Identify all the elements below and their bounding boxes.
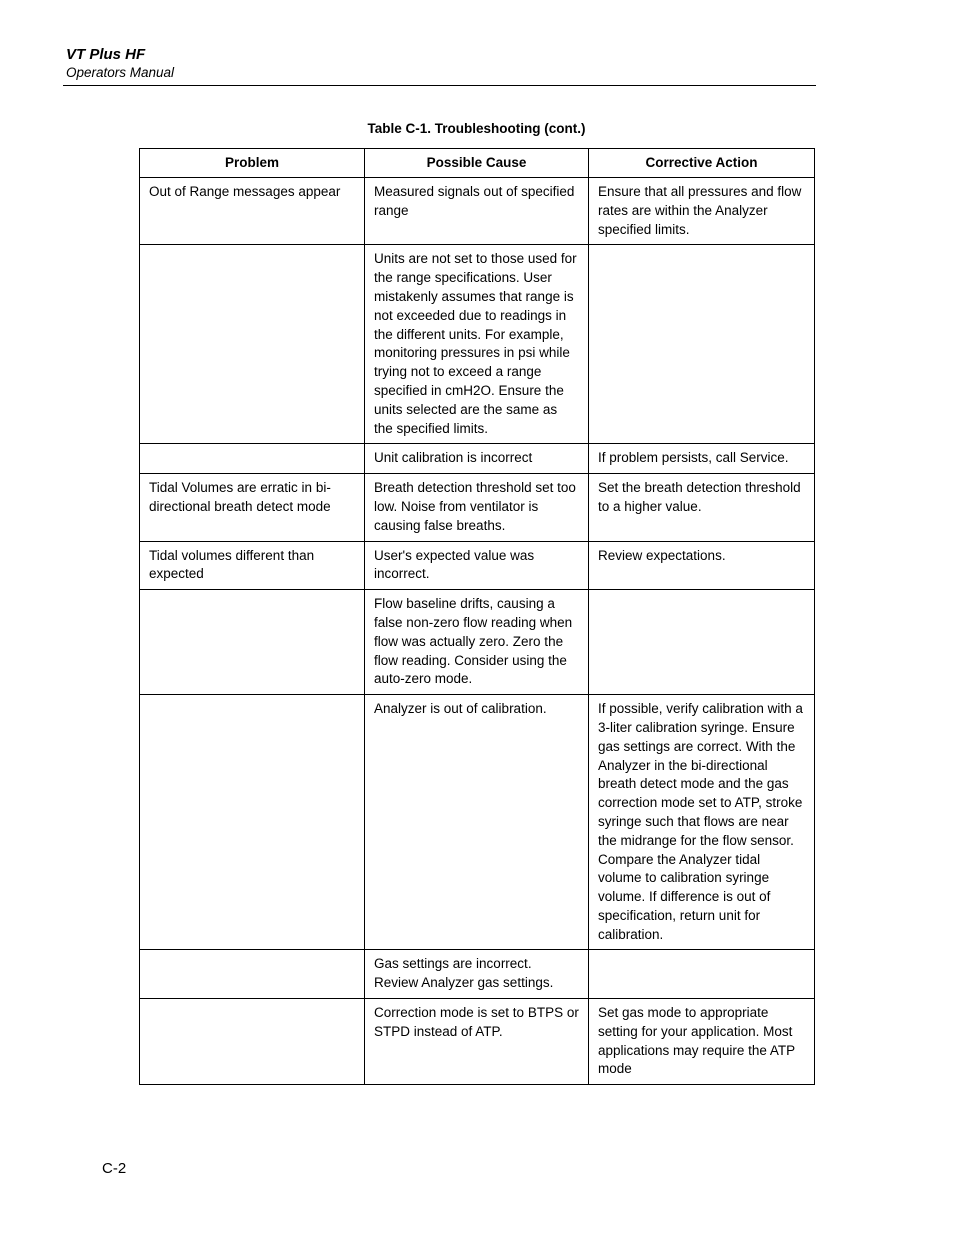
table-row (140, 245, 815, 444)
table-caption: Table C-1. Troubleshooting (cont.) (367, 121, 586, 136)
cause-cell: Flow baseline drifts, causing a false non-zero flow reading when flow was actually zero. Zero the flow reading. Consider using the auto-zero mode. (365, 590, 589, 695)
table-row (140, 444, 815, 474)
action-cell (589, 950, 815, 999)
document-title: VT Plus HF (66, 46, 146, 63)
table-row (140, 474, 815, 541)
column-header-corrective-action: Corrective Action (589, 149, 815, 178)
header-divider (63, 85, 816, 86)
cause-cell: Measured signals out of specified range (365, 178, 589, 245)
action-cell: Set gas mode to appropriate setting for your application. Most applications may require the ATP mode (589, 999, 815, 1085)
table-row (140, 950, 815, 999)
page-header (66, 46, 174, 81)
problem-cell (140, 950, 365, 999)
action-cell: Review expectations. (589, 541, 815, 590)
cause-cell: Analyzer is out of calibration. (365, 695, 589, 950)
problem-cell: Out of Range messages appear (140, 178, 365, 245)
problem-cell (140, 444, 365, 474)
column-header-possible-cause: Possible Cause (365, 149, 589, 178)
action-cell: Ensure that all pressures and flow rates are within the Analyzer specified limits. (589, 178, 815, 245)
document-subtitle: Operators Manual (66, 65, 175, 80)
table-row (140, 999, 815, 1085)
problem-cell (140, 245, 365, 444)
problem-cell (140, 999, 365, 1085)
table-row (140, 541, 815, 590)
column-header-problem: Problem (140, 149, 365, 178)
action-cell: If possible, verify calibration with a 3-liter calibration syringe. Ensure gas settings are correct. With the Analyzer in the bi-directional breath detect mode and the gas correction mode set to ATP, stroke syringe such that flows are near the midrange for the flow sensor. Compare the Analyzer tidal volume to calibration syringe volume. If difference is out of specification, return unit for calibration. (589, 695, 815, 950)
table-row (140, 590, 815, 695)
cause-cell: Breath detection threshold set too low. Noise from ventilator is causing false breaths. (365, 474, 589, 541)
cause-cell: Gas settings are incorrect. Review Analyzer gas settings. (365, 950, 589, 999)
troubleshooting-table (139, 148, 815, 1085)
problem-cell: Tidal Volumes are erratic in bi-directional breath detect mode (140, 474, 365, 541)
cause-cell: Units are not set to those used for the range specifications. User mistakenly assumes that range is not exceeded due to readings in the different units. For example, monitoring pressures in psi while trying not to exceed a range specified in cmH2O. Ensure the units selected are the same as the specified limits. (365, 245, 589, 444)
problem-cell (140, 695, 365, 950)
page-number: C-2 (102, 1160, 127, 1177)
action-cell (589, 590, 815, 695)
problem-cell: Tidal volumes different than expected (140, 541, 365, 590)
table-row (140, 695, 815, 950)
cause-cell: Correction mode is set to BTPS or STPD instead of ATP. (365, 999, 589, 1085)
cause-cell: Unit calibration is incorrect (365, 444, 589, 474)
action-cell (589, 245, 815, 444)
cause-cell: User's expected value was incorrect. (365, 541, 589, 590)
table-header-row (140, 149, 815, 178)
action-cell: Set the breath detection threshold to a higher value. (589, 474, 815, 541)
action-cell: If problem persists, call Service. (589, 444, 815, 474)
problem-cell (140, 590, 365, 695)
table-row (140, 178, 815, 245)
